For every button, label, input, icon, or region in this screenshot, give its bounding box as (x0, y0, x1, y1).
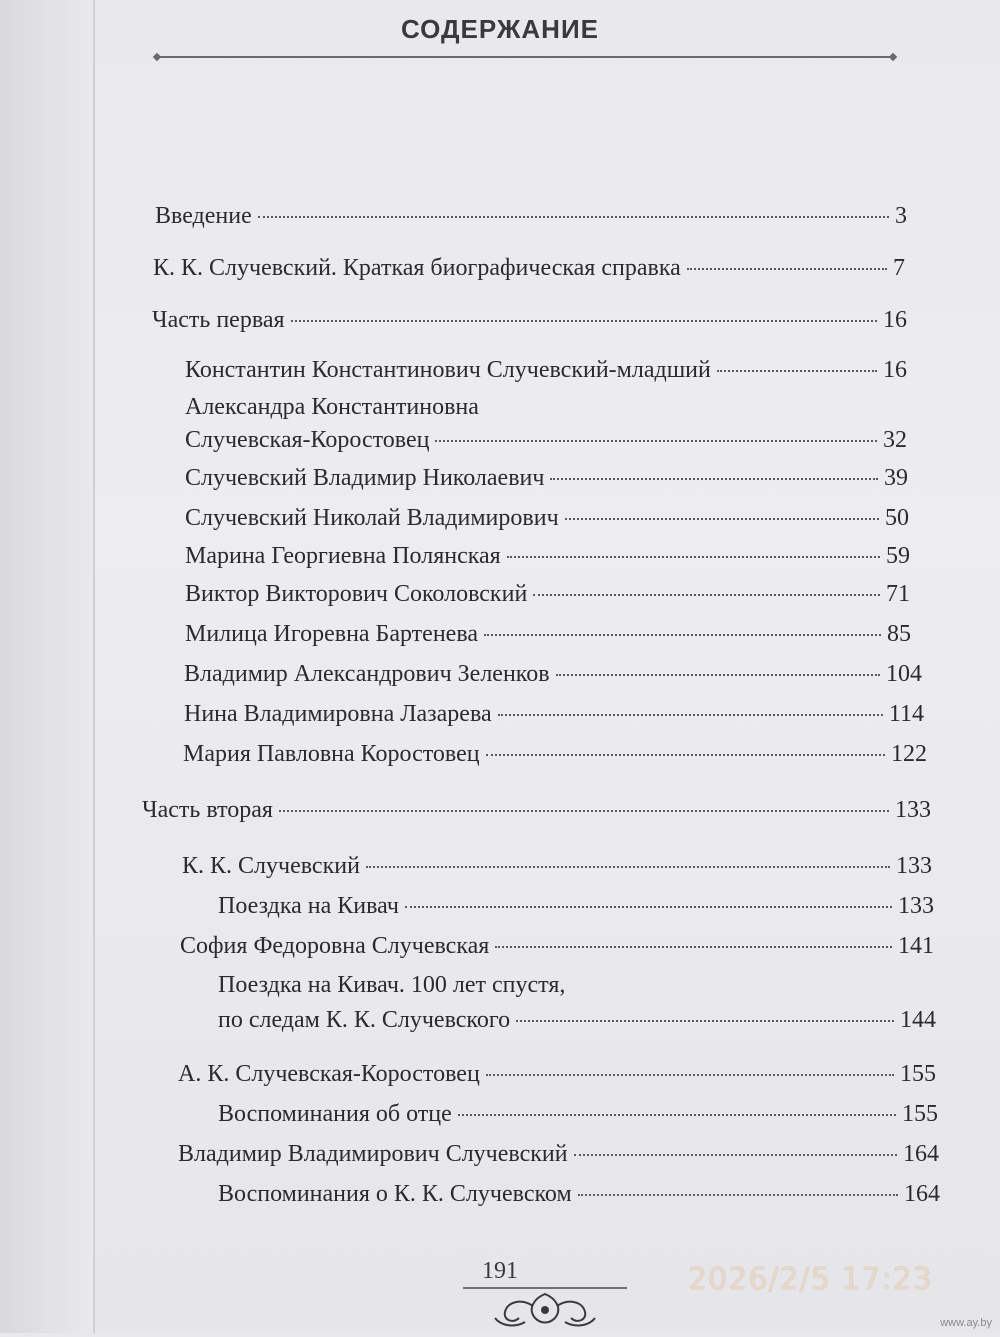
toc-section-entry (152, 306, 907, 334)
toc-entry-page: 122 (891, 741, 927, 767)
leader-dots (574, 1154, 897, 1156)
toc-entry-title: Владимир Александрович Зеленков (184, 661, 550, 687)
toc-entry (185, 620, 911, 648)
toc-entry-title: Случевский Николай Владимирович (185, 505, 559, 531)
toc-entry-title: Марина Георгиевна Полянская (185, 543, 501, 569)
scroll-ornament-icon (455, 1284, 635, 1337)
toc-entry-page: 104 (886, 661, 922, 687)
leader-dots (533, 594, 880, 596)
toc-entry-page: 141 (898, 933, 934, 959)
toc-entry-title: Случевский Владимир Николаевич (185, 465, 545, 491)
leader-dots (435, 440, 877, 442)
toc-entry-page: 39 (884, 465, 908, 491)
toc-entry (183, 740, 927, 768)
leader-dots (578, 1194, 898, 1196)
toc-entry-title: Часть вторая (142, 797, 273, 823)
toc-entry (185, 504, 909, 532)
toc-section-entry (142, 796, 931, 824)
toc-entry (155, 202, 907, 230)
toc-subentry (218, 892, 934, 920)
toc-entry (185, 426, 907, 454)
toc-entry (153, 254, 905, 282)
toc-entry-page: 133 (895, 797, 931, 823)
leader-dots (405, 906, 892, 908)
toc-entry-title: по следам К. К. Случевского (218, 1007, 511, 1033)
toc-entry-page: 164 (904, 1181, 940, 1207)
toc-subentry (218, 1180, 940, 1208)
photo-timestamp: 2026/2/5 17:23 (688, 1262, 933, 1297)
toc-entry-title: Часть первая (152, 307, 285, 333)
leader-dots (291, 320, 877, 322)
leader-dots (498, 714, 883, 716)
leader-dots (550, 478, 878, 480)
toc-entry-page: 144 (900, 1007, 936, 1033)
toc-entry-page: 16 (883, 357, 907, 383)
site-watermark: www.ay.by (940, 1317, 992, 1329)
leader-dots (484, 634, 881, 636)
leader-dots (495, 946, 892, 948)
toc-entry (185, 464, 908, 492)
toc-entry-page: 155 (900, 1061, 936, 1087)
toc-entry-page: 85 (887, 621, 911, 647)
toc-entry-title: Нина Владимировна Лазарева (184, 701, 492, 727)
leader-dots (366, 866, 890, 868)
leader-dots (279, 810, 889, 812)
toc-entry-title: Поездка на Кивач (218, 893, 399, 919)
toc-entry-title: Милица Игоревна Бартенева (185, 621, 478, 647)
leader-dots (516, 1020, 894, 1022)
toc-entry-title: Введение (155, 203, 252, 229)
page-title: СОДЕРЖАНИЕ (401, 14, 599, 44)
toc-entry-title: Случевская-Коростовец (185, 427, 430, 453)
leader-dots (486, 1074, 894, 1076)
toc-entry (178, 1140, 939, 1168)
page-number: 191 (482, 1258, 518, 1284)
leader-dots (556, 674, 880, 676)
toc-entry-page: 3 (895, 203, 907, 229)
toc-subentry (218, 1100, 938, 1128)
leader-dots (507, 556, 880, 558)
toc-entry-title: Мария Павловна Коростовец (183, 741, 480, 767)
toc-entry-title: Владимир Владимирович Случевский (178, 1141, 568, 1167)
toc-entry-title: Константин Константинович Случевский-младший (185, 357, 711, 383)
leader-dots (458, 1114, 896, 1116)
toc-entry (184, 660, 922, 688)
leader-dots (486, 754, 885, 756)
toc-entry-title: А. К. Случевская-Коростовец (178, 1061, 480, 1087)
toc-entry (184, 700, 924, 728)
toc-entry-page: 16 (883, 307, 907, 333)
toc-entry-page: 7 (893, 255, 905, 281)
leader-dots (565, 518, 879, 520)
toc-entry-page: 59 (886, 543, 910, 569)
leader-dots (717, 370, 877, 372)
toc-entry-page: 114 (888, 701, 924, 727)
leader-dots (258, 216, 889, 218)
toc-entry-title: Воспоминания об отце (218, 1101, 452, 1127)
toc-entry-page: 32 (883, 427, 907, 453)
toc-entry-page: 133 (898, 893, 934, 919)
toc-entry (185, 542, 910, 570)
toc-entry-page: 133 (896, 853, 932, 879)
leader-dots (687, 268, 887, 270)
toc-entry-page: 50 (885, 505, 909, 531)
toc-entry (178, 1060, 936, 1088)
toc-entry-title: К. К. Случевский. Краткая биографическая справка (153, 255, 681, 281)
toc-entry (185, 580, 910, 608)
toc-entry-title: К. К. Случевский (182, 853, 360, 879)
toc-entry (185, 356, 907, 384)
toc-entry-title-line1: Поездка на Кивач. 100 лет спустя, (218, 972, 566, 998)
toc-entry-title: Воспоминания о К. К. Случевском (218, 1181, 572, 1207)
toc-entry-title-line1: Александра Константиновна (185, 394, 479, 420)
toc-entry (182, 852, 932, 880)
toc-entry-page: 164 (903, 1141, 939, 1167)
toc-entry-page: 155 (902, 1101, 938, 1127)
toc-entry-title: Виктор Викторович Соколовский (185, 581, 528, 607)
toc-entry-title: София Федоровна Случевская (180, 933, 490, 959)
toc-subentry (218, 1006, 936, 1034)
toc-entry-page: 71 (886, 581, 910, 607)
toc-entry (180, 932, 934, 960)
